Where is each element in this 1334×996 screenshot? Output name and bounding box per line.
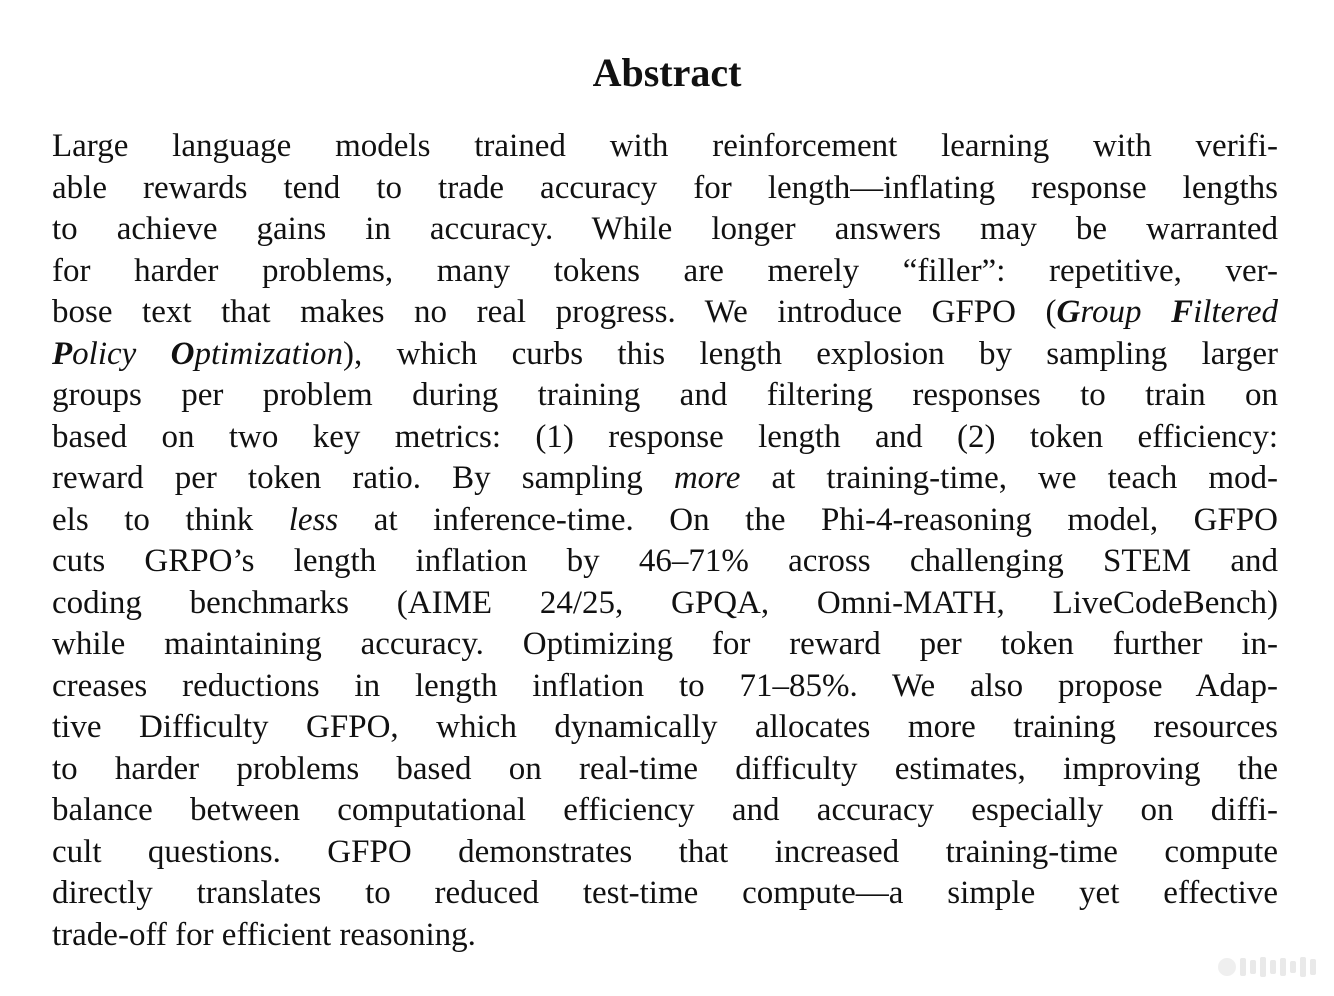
abstract-line [52, 126, 1278, 168]
abstract-line [52, 458, 1278, 500]
abstract-text-segment: F [1171, 294, 1194, 330]
abstract-line [52, 417, 1278, 459]
abstract-text-segment: at inference-time. On the Phi-4-reasoning model, GFPO [338, 501, 1278, 538]
abstract-line [52, 624, 1278, 666]
abstract-text-segment: cult questions. GFPO demonstrates that increased training-time compute [52, 833, 1278, 870]
abstract-line [52, 873, 1278, 915]
abstract-text-segment: els to think [52, 501, 289, 538]
abstract-text-segment: ptimization [194, 335, 344, 372]
watermark-bar [1310, 959, 1316, 975]
abstract-text-segment: iltered [1193, 294, 1279, 330]
abstract-line [52, 790, 1278, 832]
abstract-line [52, 541, 1278, 583]
abstract-line [52, 749, 1278, 791]
abstract-line [52, 500, 1278, 542]
watermark-bar [1280, 958, 1286, 976]
abstract-text-segment: at training-time, we teach mod- [740, 460, 1278, 496]
watermark-bar [1270, 960, 1276, 974]
abstract-text-segment: trade-off for efficient reasoning. [52, 916, 476, 953]
watermark-logo-icon [1218, 958, 1236, 976]
abstract-text-segment: able rewards tend to trade accuracy for length—inflating response lengths [52, 169, 1278, 206]
watermark [1218, 954, 1316, 980]
abstract-text-segment: roup [1080, 294, 1172, 330]
abstract-text-segment: creases reductions in length inflation to 71–85%. We also propose Adap- [52, 667, 1278, 704]
abstract-line [52, 915, 1278, 957]
watermark-bar [1260, 957, 1266, 977]
abstract-text-segment: ), which curbs this length explosion by sampling larger [343, 335, 1278, 372]
abstract-line [52, 251, 1278, 293]
abstract-text-segment: while maintaining accuracy. Optimizing for reward per token further in- [52, 626, 1278, 662]
abstract-text-segment: P [52, 335, 73, 372]
abstract-text-segment: based on two key metrics: (1) response length and (2) token efficiency: [52, 418, 1278, 455]
abstract-text-segment: groups per problem during training and filtering responses to train on [52, 377, 1278, 413]
watermark-bar [1240, 958, 1246, 976]
abstract-text-segment: O [170, 335, 195, 372]
abstract-line [52, 707, 1278, 749]
abstract-text-segment: olicy [72, 335, 171, 372]
watermark-bar [1300, 957, 1306, 977]
abstract-line [52, 209, 1278, 251]
abstract-text-segment: for harder problems, many tokens are merely “filler”: repetitive, ver- [52, 252, 1278, 289]
abstract-text-segment: bose text that makes no real progress. We introduce GFPO ( [52, 294, 1057, 330]
abstract-text-segment: G [1056, 294, 1081, 330]
abstract-heading: Abstract [592, 50, 742, 95]
abstract-text-segment: balance between computational efficiency and accuracy especially on diffi- [52, 792, 1278, 828]
abstract-text-segment: more [673, 460, 741, 496]
abstract-text-segment: cuts GRPO’s length inflation by 46–71% across challenging STEM and [52, 543, 1278, 579]
abstract-line [52, 168, 1278, 210]
abstract-line [52, 292, 1278, 334]
abstract-text-segment: Large language models trained with reinforcement learning with verifi- [52, 128, 1278, 164]
abstract-line [52, 334, 1278, 376]
abstract-body [52, 126, 1278, 956]
watermark-bar [1290, 961, 1296, 973]
abstract-text-segment: to achieve gains in accuracy. While longer answers may be warranted [52, 211, 1278, 247]
abstract-line [52, 666, 1278, 708]
abstract-text-segment: coding benchmarks (AIME 24/25, GPQA, Omni-MATH, LiveCodeBench) [52, 584, 1278, 621]
abstract-text-segment: less [288, 501, 339, 538]
watermark-bar [1250, 960, 1256, 974]
abstract-text-segment: reward per token ratio. By sampling [52, 460, 674, 496]
abstract-line [52, 832, 1278, 874]
abstract-text-segment: to harder problems based on real-time difficulty estimates, improving the [52, 750, 1278, 787]
abstract-line [52, 583, 1278, 625]
abstract-text-segment: tive Difficulty GFPO, which dynamically allocates more training resources [52, 709, 1278, 745]
abstract-text-segment: directly translates to reduced test-time compute—a simple yet effective [52, 875, 1278, 911]
abstract-line [52, 375, 1278, 417]
